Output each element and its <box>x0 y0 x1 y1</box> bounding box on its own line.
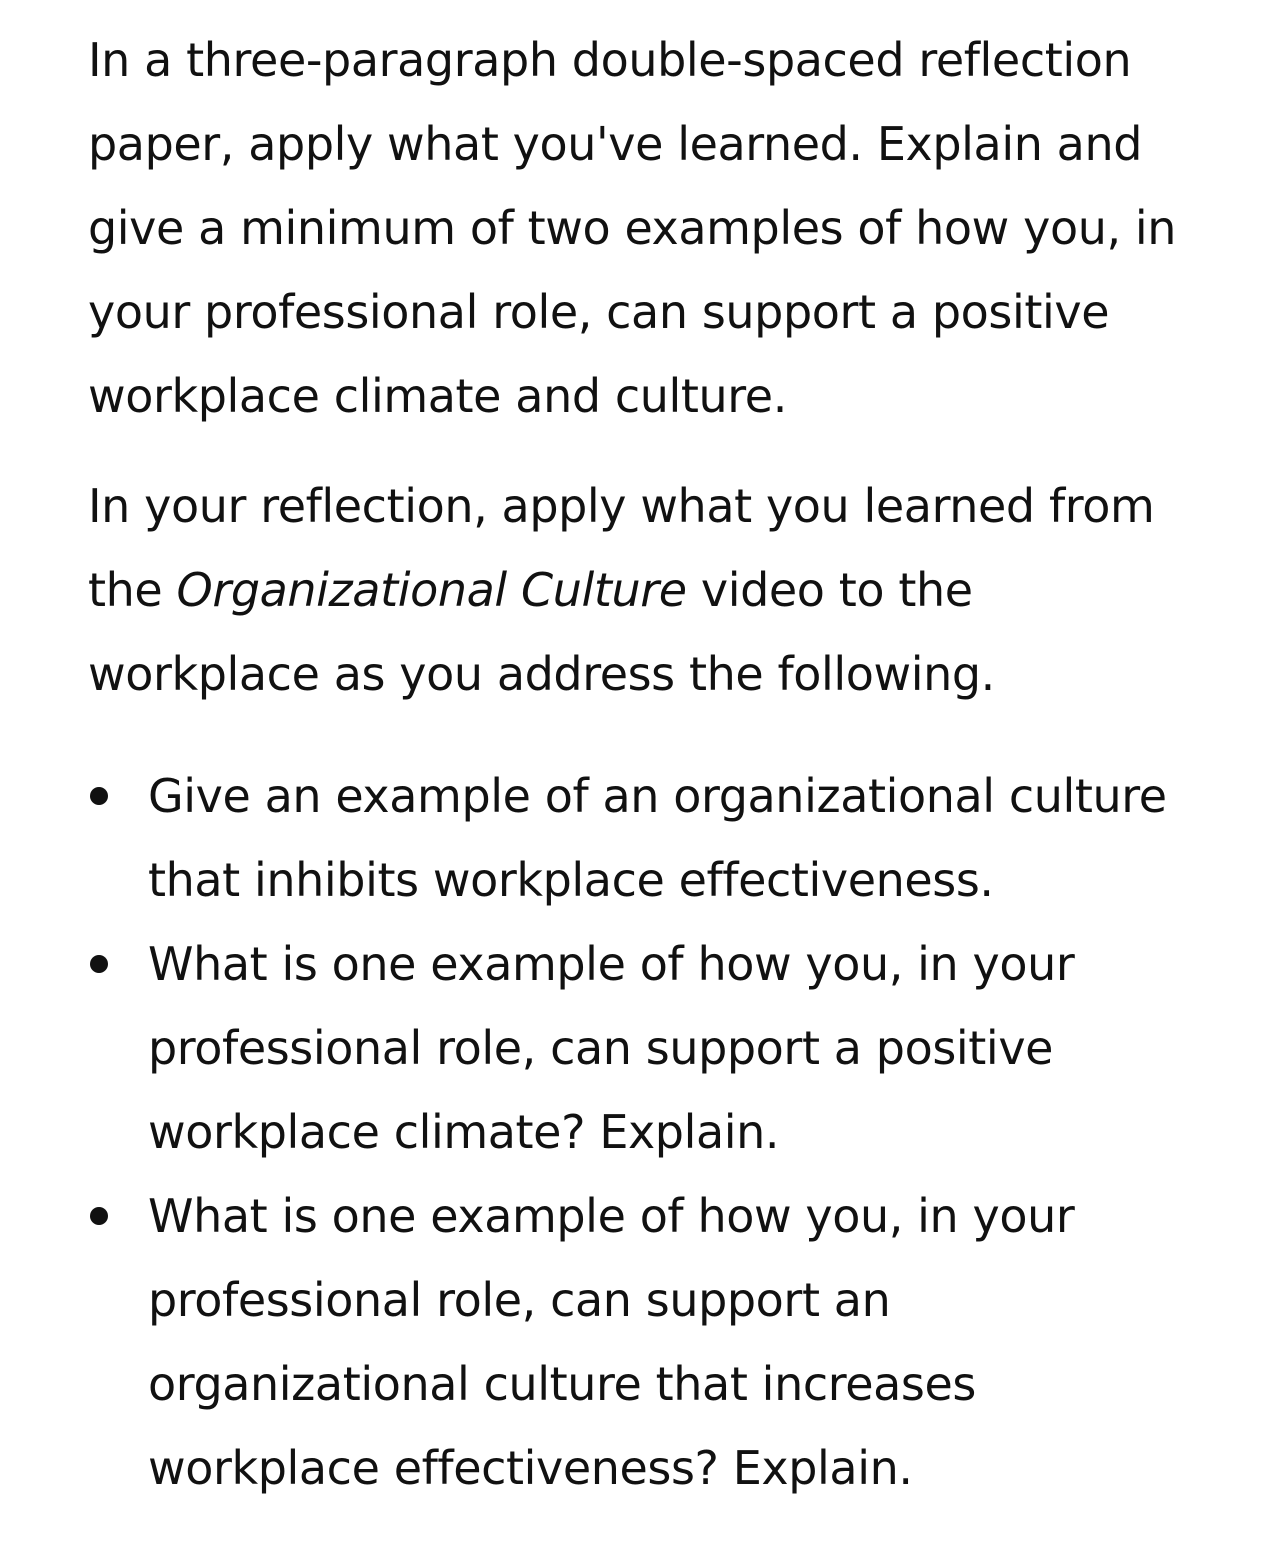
list-item <box>88 1174 1208 1510</box>
list-item <box>88 922 1208 1174</box>
assignment-instructions <box>88 18 1208 1510</box>
list-item-text: What is one example of how you, in your professional role, can support an organizational culture that increases workplace effectiveness? Explain. <box>148 1189 1075 1495</box>
intro-paragraph: In a three-paragraph double-spaced reflection paper, apply what you've learned. Explain and give a minimum of two examples of how you, in your professional role, can support a positive workplace climate and culture. <box>88 33 1177 423</box>
reflection-text-after: video to the workplace as you address the following. <box>88 563 995 701</box>
bullet-icon <box>90 955 108 973</box>
list-item-text: Give an example of an organizational culture that inhibits workplace effectiveness. <box>148 769 1167 907</box>
list-item-text: What is one example of how you, in your professional role, can support a positive workplace climate? Explain. <box>148 937 1075 1159</box>
list-item <box>88 754 1208 922</box>
bullet-icon <box>90 1207 108 1225</box>
question-list <box>88 754 1208 1510</box>
reflection-paragraph <box>88 464 1208 716</box>
bullet-icon <box>90 787 108 805</box>
reflection-text-before: In your reflection, apply what you learned from the <box>88 479 1155 617</box>
video-title: Organizational Culture <box>176 563 687 617</box>
